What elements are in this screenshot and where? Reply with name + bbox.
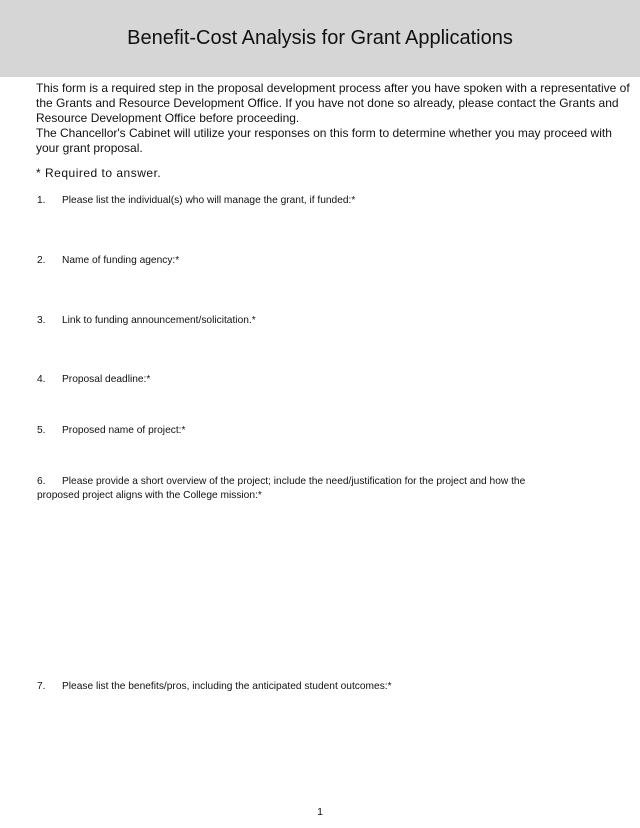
- question-7: [37, 680, 392, 694]
- page-number: 1: [317, 806, 323, 818]
- question-number: 1.: [37, 195, 46, 206]
- required-note: * Required to answer.: [36, 166, 162, 180]
- question-5: [37, 424, 185, 438]
- question-text: Proposal deadline:*: [62, 374, 151, 385]
- question-text: Proposed name of project:*: [62, 425, 186, 436]
- intro-text: [36, 81, 636, 156]
- question-2: [37, 254, 179, 268]
- question-1: [37, 194, 355, 208]
- question-text: Please list the benefits/pros, including the anticipated student outcomes:*: [62, 681, 392, 692]
- question-number: 6.: [37, 476, 46, 487]
- question-text: Please list the individual(s) who will manage the grant, if funded:*: [62, 195, 356, 206]
- question-text: Please provide a short overview of the project; include the need/justification for the project and how the proposed project aligns with the College mission:*: [37, 476, 526, 501]
- question-text: Link to funding announcement/solicitation.*: [62, 315, 256, 326]
- question-number: 4.: [37, 374, 46, 385]
- question-4: [37, 373, 150, 387]
- question-number: 3.: [37, 315, 46, 326]
- question-6: [37, 475, 557, 503]
- question-3: [37, 314, 256, 328]
- intro-paragraph-2: The Chancellor's Cabinet will utilize your responses on this form to determine whether you may proceed with your grant proposal.: [36, 126, 612, 155]
- question-text: Name of funding agency:*: [62, 255, 180, 266]
- question-number: 5.: [37, 425, 46, 436]
- question-number: 2.: [37, 255, 46, 266]
- page-title: Benefit-Cost Analysis for Grant Applications: [127, 27, 513, 49]
- intro-paragraph-1: This form is a required step in the proposal development process after you have spoken with a representative of the Grants and Resource Development Office. If you have not done so already, please contact the Grants and Resource Development Office before proceeding.: [36, 81, 630, 125]
- question-number: 7.: [37, 681, 46, 692]
- header-banner: [0, 0, 640, 77]
